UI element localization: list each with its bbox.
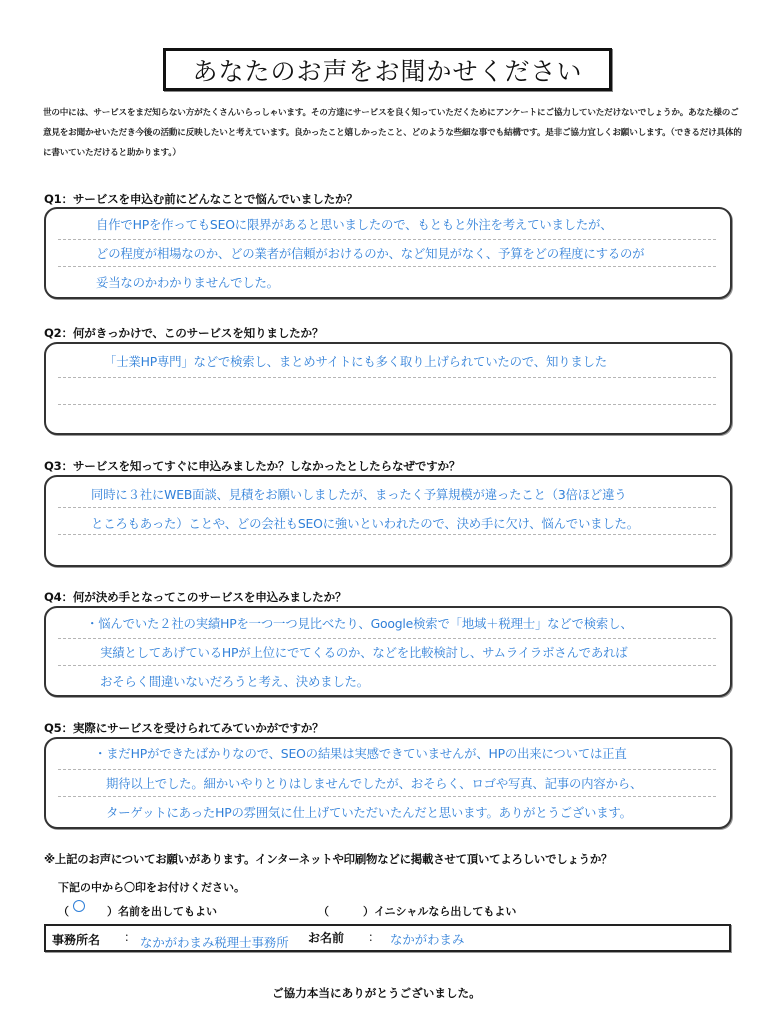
page-title-box	[163, 48, 612, 91]
page-title: あなたのお声をお聞かせください	[192, 56, 583, 86]
ruled-line	[58, 796, 716, 797]
question-1-answer-box[interactable]	[44, 207, 732, 299]
consent-option-label: 名前を出してもよい	[118, 905, 217, 918]
ruled-line	[58, 239, 716, 240]
office-name-value[interactable]: なかがわまみ税理士事務所	[140, 935, 289, 950]
question-3-label: Q3：サービスを知ってすぐに申込みましたか？しなかったとしたらなぜですか？	[44, 459, 461, 473]
consent-option-label: イニシャルなら出してもよい	[374, 905, 517, 918]
question-5-answer-box[interactable]	[44, 737, 732, 829]
person-name-value[interactable]: なかがわまみ	[390, 932, 465, 947]
answer-line: 自作でHPを作ってもSEOに限界があると思いましたので、もともと外注を考えていましたが、	[96, 217, 613, 232]
question-4-answer-box[interactable]	[44, 606, 732, 697]
ruled-line	[58, 638, 716, 639]
answer-line: 同時に３社にWEB面談、見積をお願いしましたが、まったく予算規模が違ったこと（3倍ほど違う	[91, 487, 627, 502]
ruled-line	[58, 377, 716, 378]
ruled-line	[58, 534, 716, 535]
answer-line: ・まだHPができたばかりなので、SEOの結果は実感できていませんが、HPの出来については正直	[94, 746, 627, 761]
answer-line: どの程度が相場なのか、どの業者が信頼がおけるのか、など知見がなく、予算をどの程度にするのが	[96, 246, 645, 261]
answer-line: 実績としてあげているHPが上位にでてくるのか、などを比較検討し、サムライラボさんであれば	[100, 645, 628, 660]
respondent-info-box	[44, 924, 731, 952]
answer-line: 「士業HP専門」などで検索し、まとめサイトにも多く取り上げられていたので、知りました	[104, 354, 607, 369]
publication-consent-notice: ※上記のお声についてお願いがあります。インターネットや印刷物などに掲載させて頂いてよろしいでしょうか？	[44, 852, 613, 866]
ruled-line	[58, 507, 716, 508]
thank-you-message: ご協力本当にありがとうございました。	[272, 986, 481, 1000]
office-name-label: 事務所名	[52, 933, 101, 947]
selected-circle-icon	[73, 900, 85, 912]
answer-line: ところもあった）ことや、どの会社もSEOに強いといわれたので、決め手に欠け、悩んでいました。	[91, 516, 639, 531]
question-1-label: Q1：サービスを申込む前にどんなことで悩んでいましたか？	[44, 192, 358, 206]
ruled-line	[58, 769, 716, 770]
answer-line: ターゲットにあったHPの雰囲気に仕上げていただいたんだと思います。ありがとうございます。	[106, 805, 632, 820]
answer-line: 期待以上でした。細かいやりとりはしませんでしたが、おそらく、ロゴや写真、記事の内容から、	[106, 776, 643, 791]
consent-instruction: 下記の中から〇印をお付けください。	[58, 881, 245, 894]
ruled-line	[58, 665, 716, 666]
ruled-line	[58, 404, 716, 405]
question-2-answer-box[interactable]	[44, 342, 732, 435]
separator: ：	[124, 930, 137, 944]
question-3-answer-box[interactable]	[44, 475, 732, 567]
answer-line: ・悩んでいた２社の実績HPを一つ一つ見比べたり、Google検索で「地域＋税理士」などで検索し、	[86, 616, 633, 631]
ruled-line	[58, 266, 716, 267]
question-5-label: Q5：実際にサービスを受けられてみていかがですか？	[44, 721, 324, 735]
answer-line: おそらく間違いないだろうと考え、決めました。	[100, 674, 369, 689]
separator: ：	[368, 930, 381, 944]
question-2-label: Q2：何がきっかけで、このサービスを知りましたか？	[44, 326, 324, 340]
person-name-label: お名前	[308, 931, 345, 945]
consent-option-full-name[interactable]: （ ）名前を出してもよい	[58, 903, 217, 919]
answer-line: 妥当なのかわかりませんでした。	[96, 275, 279, 290]
consent-option-initials[interactable]: （ ）イニシャルなら出してもよい	[318, 905, 517, 918]
intro-text: 世の中には、サービスをまだ知らない方がたくさんいらっしゃいます。その方達にサービスを良く知っていただくためにアンケートにご協力していただけないでしょうか。あなた様のご意見をお聞かせいただき今後の活動に反映したいと考えています。良かったこと嬉しかったこと、どのような些細な事でも結構です。是非ご協力宜しくお願いします。（できるだけ具体的に書いていただけると助かります。）	[43, 108, 742, 158]
question-4-label: Q4：何が決め手となってこのサービスを申込みましたか？	[44, 590, 347, 604]
